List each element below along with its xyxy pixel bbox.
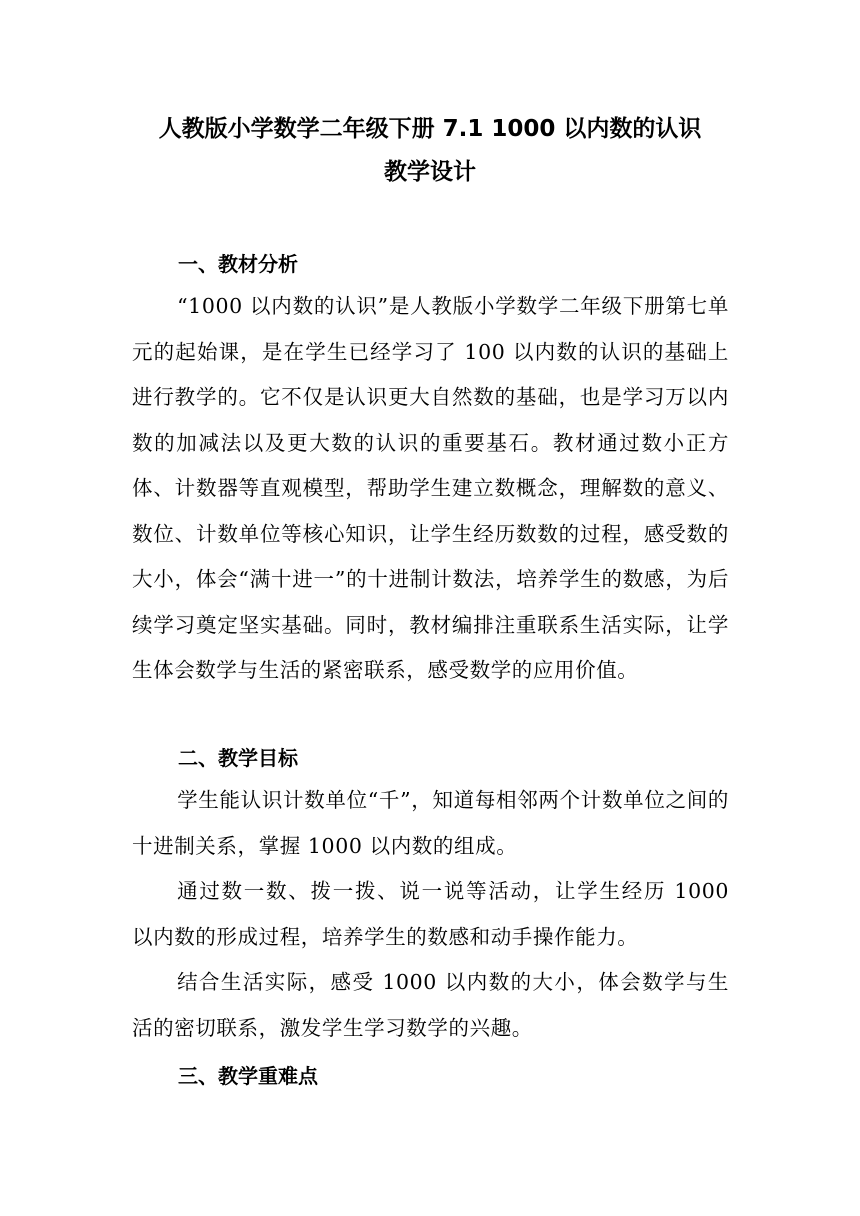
paragraph-goal-3: 结合生活实际，感受 1000 以内数的大小，体会数学与生活的密切联系，激发学生学习数学的兴趣。 [132,970,729,1040]
paragraph-goal-2: 通过数一数、拨一拨、说一说等活动，让学生经历 1000 以内数的形成过程，培养学生的数感和动手操作能力。 [132,879,729,949]
paragraph-textbook-analysis: “1000 以内数的认识”是人教版小学数学二年级下册第七单元的起始课，是在学生已经学习了 100 以内数的认识的基础上进行教学的。它不仅是认识更大自然数的基础，也是学习万以内数的加减法以及更大数的认识的重要基石。教材通过数小正方体、计数器等直观模型，帮助学生建立数概念，理解数的意义、数位、计数单位等核心知识，让学生经历数数的过程，感受数的大小，体会“满十进一”的十进制计数法，培养学生的数感，为后续学习奠定坚实基础。同时，教材编排注重联系生活实际，让学生体会数学与生活的紧密联系，感受数学的应用价值。 [132,294,729,682]
section-heading-teaching-goals: 二、教学目标 [178,746,298,770]
section-heading-key-points: 三、教学重难点 [178,1064,318,1088]
document-title: 人教版小学数学二年级下册 7.1 1000 以内数的认识 [158,116,702,142]
section-heading-textbook-analysis: 一、教材分析 [178,252,298,276]
document-subtitle: 教学设计 [384,159,476,185]
paragraph-goal-1: 学生能认识计数单位“千”，知道每相邻两个计数单位之间的十进制关系，掌握 1000 以内数的组成。 [132,788,729,858]
